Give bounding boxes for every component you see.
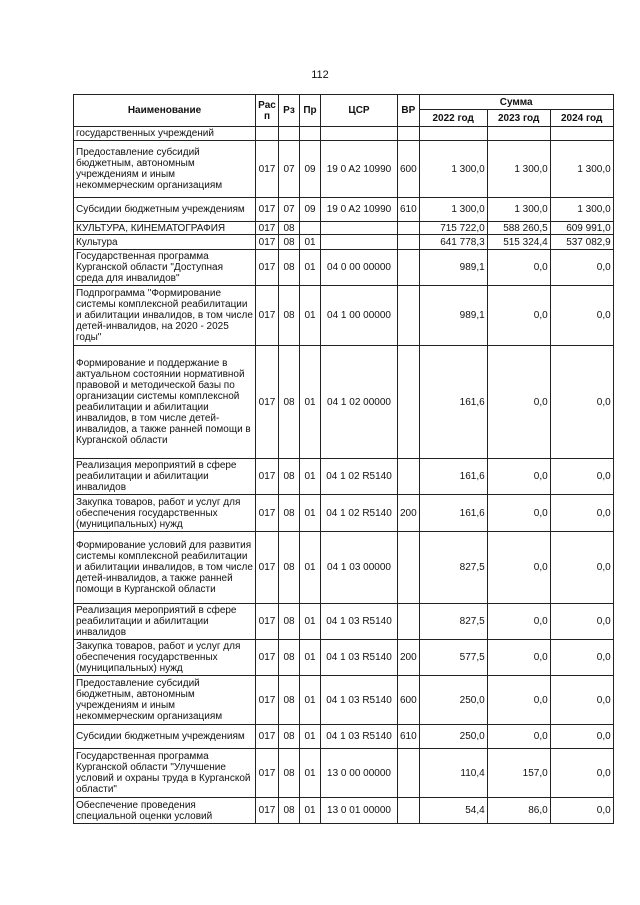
cell-vr <box>398 250 420 286</box>
cell-csr: 04 0 00 00000 <box>321 250 398 286</box>
table-row <box>74 235 614 250</box>
page-number: 112 <box>311 69 329 81</box>
cell-sum-2022: 577,5 <box>419 640 487 676</box>
cell-name: КУЛЬТУРА, КИНЕМАТОГРАФИЯ <box>74 222 256 235</box>
cell-sum-2024: 0,0 <box>550 725 613 749</box>
table-body <box>74 127 614 824</box>
cell-csr: 19 0 A2 10990 <box>321 141 398 198</box>
header-name: Наименование <box>74 95 256 127</box>
cell-rz: 08 <box>279 749 300 798</box>
table-row <box>74 495 614 532</box>
cell-sum-2024: 609 991,0 <box>550 222 613 235</box>
cell-name: Обеспечение проведения специальной оценки условий <box>74 798 256 824</box>
cell-pr: 09 <box>300 141 321 198</box>
cell-sum-2023 <box>487 127 550 141</box>
cell-vr <box>398 127 420 141</box>
table-row <box>74 725 614 749</box>
cell-rz: 08 <box>279 250 300 286</box>
cell-sum-2022: 1 300,0 <box>419 141 487 198</box>
cell-grp: 017 <box>256 604 279 640</box>
cell-pr: 01 <box>300 676 321 725</box>
table-row <box>74 640 614 676</box>
header-pr: Пр <box>300 95 321 127</box>
header-year-2022: 2022 год <box>419 110 487 127</box>
cell-rz: 08 <box>279 798 300 824</box>
cell-name: Культура <box>74 235 256 250</box>
table-row <box>74 346 614 459</box>
cell-name: Формирование и поддержание в актуальном состоянии нормативной правовой и методической базы по организации системы комплексной реабилитации и абилитации инвалидов, в том числе детей-инвалидов, а также ранней помощи в Курганской области <box>74 346 256 459</box>
header-year-2023: 2023 год <box>487 110 550 127</box>
table-row <box>74 604 614 640</box>
cell-csr: 19 0 A2 10990 <box>321 198 398 222</box>
table-row <box>74 198 614 222</box>
cell-rz: 08 <box>279 346 300 459</box>
cell-vr <box>398 604 420 640</box>
cell-grp: 017 <box>256 749 279 798</box>
table-row <box>74 141 614 198</box>
cell-name: Предоставление субсидий бюджетным, автономным учреждениям и иным некоммерческим организациям <box>74 676 256 725</box>
cell-rz: 08 <box>279 495 300 532</box>
cell-pr: 01 <box>300 532 321 604</box>
cell-pr: 01 <box>300 286 321 346</box>
cell-csr <box>321 127 398 141</box>
cell-grp: 017 <box>256 222 279 235</box>
cell-vr: 600 <box>398 676 420 725</box>
cell-sum-2023: 0,0 <box>487 495 550 532</box>
cell-name: Предоставление субсидий бюджетным, автономным учреждениям и иным некоммерческим организациям <box>74 141 256 198</box>
cell-sum-2022 <box>419 127 487 141</box>
cell-csr: 04 1 02 00000 <box>321 346 398 459</box>
cell-csr: 04 1 02 R5140 <box>321 459 398 495</box>
cell-csr: 13 0 01 00000 <box>321 798 398 824</box>
cell-vr <box>398 459 420 495</box>
cell-rz: 08 <box>279 532 300 604</box>
cell-sum-2022: 715 722,0 <box>419 222 487 235</box>
cell-sum-2024: 0,0 <box>550 604 613 640</box>
cell-grp: 017 <box>256 141 279 198</box>
cell-sum-2023: 0,0 <box>487 676 550 725</box>
table-row <box>74 250 614 286</box>
cell-grp: 017 <box>256 250 279 286</box>
cell-rz: 07 <box>279 141 300 198</box>
cell-sum-2024: 0,0 <box>550 676 613 725</box>
cell-name: Государственная программа Курганской области "Доступная среда для инвалидов" <box>74 250 256 286</box>
header-csr: ЦСР <box>321 95 398 127</box>
cell-pr: 01 <box>300 459 321 495</box>
cell-sum-2022: 989,1 <box>419 250 487 286</box>
header-rz: Рз <box>279 95 300 127</box>
cell-vr <box>398 235 420 250</box>
table-row <box>74 532 614 604</box>
cell-csr: 04 1 03 R5140 <box>321 604 398 640</box>
cell-rz: 08 <box>279 235 300 250</box>
cell-vr: 200 <box>398 495 420 532</box>
cell-name: Реализация мероприятий в сфере реабилитации и абилитации инвалидов <box>74 604 256 640</box>
cell-sum-2022: 989,1 <box>419 286 487 346</box>
table-row <box>74 222 614 235</box>
cell-sum-2022: 1 300,0 <box>419 198 487 222</box>
cell-grp: 017 <box>256 532 279 604</box>
cell-sum-2024: 0,0 <box>550 640 613 676</box>
cell-sum-2022: 161,6 <box>419 495 487 532</box>
cell-rz: 08 <box>279 676 300 725</box>
cell-csr: 04 1 00 00000 <box>321 286 398 346</box>
cell-csr: 04 1 03 00000 <box>321 532 398 604</box>
cell-vr: 610 <box>398 198 420 222</box>
cell-vr: 600 <box>398 141 420 198</box>
cell-pr: 01 <box>300 250 321 286</box>
cell-sum-2024: 0,0 <box>550 532 613 604</box>
cell-name: Государственная программа Курганской области "Улучшение условий и охраны труда в Курганской области" <box>74 749 256 798</box>
cell-sum-2024: 0,0 <box>550 798 613 824</box>
cell-vr <box>398 346 420 459</box>
cell-vr <box>398 286 420 346</box>
cell-vr <box>398 749 420 798</box>
cell-csr: 04 1 03 R5140 <box>321 725 398 749</box>
table-row <box>74 749 614 798</box>
cell-sum-2024: 0,0 <box>550 286 613 346</box>
cell-grp: 017 <box>256 235 279 250</box>
cell-sum-2023: 157,0 <box>487 749 550 798</box>
cell-sum-2022: 641 778,3 <box>419 235 487 250</box>
cell-name: Субсидии бюджетным учреждениям <box>74 198 256 222</box>
cell-pr: 01 <box>300 495 321 532</box>
cell-grp: 017 <box>256 725 279 749</box>
cell-name: Формирование условий для развития системы комплексной реабилитации и абилитации инвалидов, в том числе детей-инвалидов, а также ранней помощи в Курганской области <box>74 532 256 604</box>
cell-csr: 04 1 02 R5140 <box>321 495 398 532</box>
cell-pr: 01 <box>300 798 321 824</box>
cell-sum-2024: 0,0 <box>550 250 613 286</box>
cell-sum-2023: 0,0 <box>487 725 550 749</box>
cell-csr: 13 0 00 00000 <box>321 749 398 798</box>
cell-grp: 017 <box>256 286 279 346</box>
cell-sum-2023: 1 300,0 <box>487 198 550 222</box>
cell-pr: 09 <box>300 198 321 222</box>
cell-sum-2023: 0,0 <box>487 459 550 495</box>
cell-csr <box>321 222 398 235</box>
cell-csr: 04 1 03 R5140 <box>321 640 398 676</box>
cell-pr <box>300 222 321 235</box>
cell-rz: 08 <box>279 640 300 676</box>
cell-sum-2023: 0,0 <box>487 346 550 459</box>
cell-sum-2022: 827,5 <box>419 532 487 604</box>
cell-pr: 01 <box>300 604 321 640</box>
table-row <box>74 798 614 824</box>
table-row <box>74 286 614 346</box>
table-row <box>74 127 614 141</box>
cell-sum-2023: 0,0 <box>487 604 550 640</box>
cell-grp: 017 <box>256 346 279 459</box>
cell-rz: 07 <box>279 198 300 222</box>
cell-name: Реализация мероприятий в сфере реабилитации и абилитации инвалидов <box>74 459 256 495</box>
cell-sum-2024: 0,0 <box>550 459 613 495</box>
cell-sum-2022: 250,0 <box>419 676 487 725</box>
cell-name: Закупка товаров, работ и услуг для обеспечения государственных (муниципальных) нужд <box>74 495 256 532</box>
header-vr: ВР <box>398 95 420 127</box>
cell-vr: 200 <box>398 640 420 676</box>
cell-sum-2024: 0,0 <box>550 749 613 798</box>
cell-sum-2022: 161,6 <box>419 459 487 495</box>
cell-sum-2024: 1 300,0 <box>550 141 613 198</box>
cell-sum-2024: 1 300,0 <box>550 198 613 222</box>
cell-pr: 01 <box>300 235 321 250</box>
cell-pr: 01 <box>300 640 321 676</box>
cell-sum-2022: 110,4 <box>419 749 487 798</box>
header-sum: Сумма <box>419 95 613 110</box>
cell-sum-2023: 0,0 <box>487 286 550 346</box>
cell-csr: 04 1 03 R5140 <box>321 676 398 725</box>
cell-vr: 610 <box>398 725 420 749</box>
cell-sum-2023: 0,0 <box>487 532 550 604</box>
cell-rz: 08 <box>279 222 300 235</box>
cell-pr: 01 <box>300 749 321 798</box>
cell-grp: 017 <box>256 459 279 495</box>
cell-vr <box>398 222 420 235</box>
cell-sum-2024 <box>550 127 613 141</box>
cell-sum-2023: 1 300,0 <box>487 141 550 198</box>
cell-sum-2022: 250,0 <box>419 725 487 749</box>
cell-vr <box>398 532 420 604</box>
cell-sum-2023: 0,0 <box>487 250 550 286</box>
cell-rz: 08 <box>279 725 300 749</box>
cell-sum-2024: 0,0 <box>550 346 613 459</box>
cell-sum-2022: 827,5 <box>419 604 487 640</box>
cell-grp <box>256 127 279 141</box>
cell-vr <box>398 798 420 824</box>
cell-sum-2022: 54,4 <box>419 798 487 824</box>
cell-sum-2024: 537 082,9 <box>550 235 613 250</box>
table-row <box>74 459 614 495</box>
table-row <box>74 676 614 725</box>
cell-grp: 017 <box>256 798 279 824</box>
budget-table <box>73 94 614 824</box>
cell-pr: 01 <box>300 725 321 749</box>
cell-grp: 017 <box>256 198 279 222</box>
cell-name: Подпрограмма "Формирование системы комплексной реабилитации и абилитации инвалидов, в том числе детей-инвалидов, на 2020 - 2025 годы" <box>74 286 256 346</box>
cell-grp: 017 <box>256 640 279 676</box>
cell-name: Субсидии бюджетным учреждениям <box>74 725 256 749</box>
cell-name: государственных учреждений <box>74 127 256 141</box>
cell-pr <box>300 127 321 141</box>
cell-sum-2023: 86,0 <box>487 798 550 824</box>
header-year-2024: 2024 год <box>550 110 613 127</box>
cell-grp: 017 <box>256 495 279 532</box>
cell-sum-2023: 588 260,5 <box>487 222 550 235</box>
cell-rz: 08 <box>279 286 300 346</box>
cell-name: Закупка товаров, работ и услуг для обеспечения государственных (муниципальных) нужд <box>74 640 256 676</box>
cell-rz: 08 <box>279 459 300 495</box>
cell-rz: 08 <box>279 604 300 640</box>
cell-pr: 01 <box>300 346 321 459</box>
cell-grp: 017 <box>256 676 279 725</box>
cell-sum-2023: 0,0 <box>487 640 550 676</box>
cell-csr <box>321 235 398 250</box>
cell-sum-2024: 0,0 <box>550 495 613 532</box>
cell-sum-2022: 161,6 <box>419 346 487 459</box>
header-grp: Рас п <box>256 95 279 127</box>
cell-sum-2023: 515 324,4 <box>487 235 550 250</box>
cell-rz <box>279 127 300 141</box>
